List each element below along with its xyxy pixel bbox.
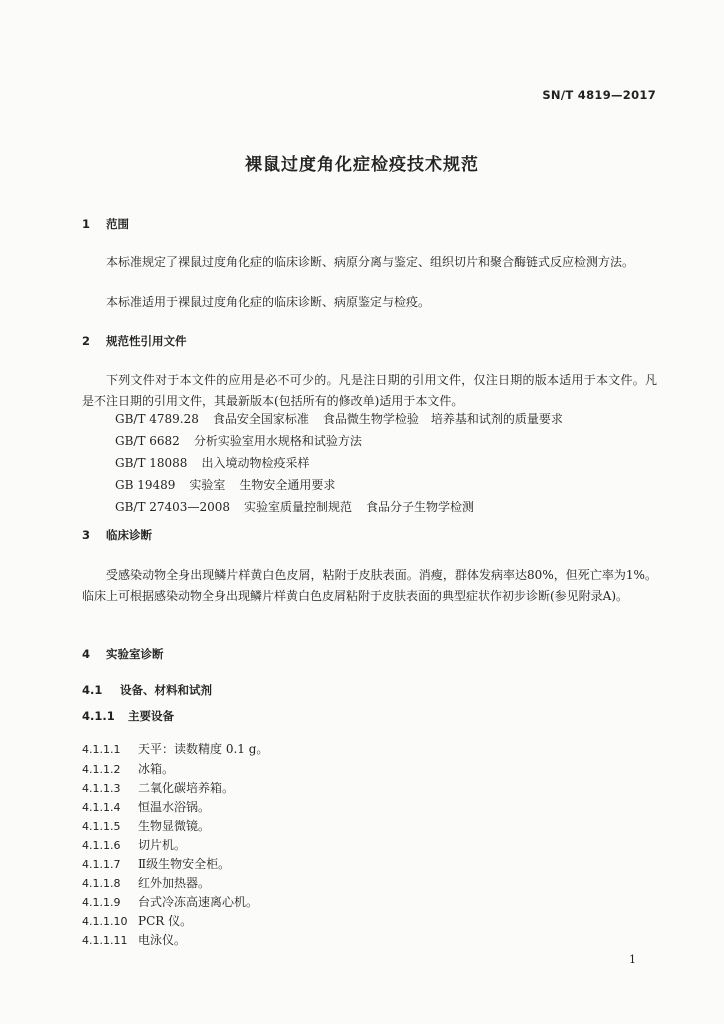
item-text: 天平：读数精度 0.1 g。 xyxy=(138,742,269,756)
reference-code: GB 19489 xyxy=(115,478,176,492)
reference-code: GB/T 18088 xyxy=(115,456,188,470)
standard-number: SN/T 4819—2017 xyxy=(542,88,656,102)
item-number: 4.1.1.8 xyxy=(82,877,121,890)
reference-item xyxy=(115,476,335,493)
section-4-1-1-heading xyxy=(82,708,174,724)
section-2-paragraph: 下列文件对于本文件的应用是必不可少的。凡是注日期的引用文件，仅注日期的版本适用于本文件。凡是不注日期的引用文件，其最新版本(包括所有的修改单)适用于本文件。 xyxy=(82,373,657,408)
section-number: 2 xyxy=(82,334,91,348)
item-text: 恒温水浴锅。 xyxy=(138,800,211,814)
item-text: Ⅱ级生物安全柜。 xyxy=(138,857,231,871)
equipment-item xyxy=(82,855,230,872)
reference-item xyxy=(115,454,309,471)
equipment-item xyxy=(82,817,210,834)
section-title: 范围 xyxy=(106,217,129,231)
section-1-paragraph-1: 本标准规定了裸鼠过度角化症的临床诊断、病原分离与鉴定、组织切片和聚合酶链式反应检测方法。 xyxy=(106,255,635,269)
item-text: 台式冷冻高速离心机。 xyxy=(138,895,259,909)
section-number: 4.1.1 xyxy=(82,709,115,723)
reference-item xyxy=(115,498,474,515)
reference-code: GB/T 27403—2008 xyxy=(115,500,230,514)
section-1-paragraph-2: 本标准适用于裸鼠过度角化症的临床诊断、病原鉴定与检疫。 xyxy=(106,295,431,309)
section-4-1-heading xyxy=(82,682,212,698)
equipment-item xyxy=(82,912,192,929)
section-number: 4.1 xyxy=(82,683,103,697)
equipment-item xyxy=(82,931,186,948)
item-number: 4.1.1.6 xyxy=(82,839,121,852)
item-text: 红外加热器。 xyxy=(138,876,211,890)
item-number: 4.1.1.3 xyxy=(82,782,121,795)
item-text: 二氧化碳培养箱。 xyxy=(138,781,235,795)
reference-subtitle: 食品微生物学检验 培养基和试剂的质量要求 xyxy=(322,412,563,426)
item-number: 4.1.1.5 xyxy=(82,820,121,833)
equipment-item xyxy=(82,779,234,796)
item-number: 4.1.1.2 xyxy=(82,763,121,776)
item-text: 切片机。 xyxy=(138,838,187,852)
item-number: 4.1.1.1 xyxy=(82,743,121,756)
item-number: 4.1.1.9 xyxy=(82,896,121,909)
item-text: 电泳仪。 xyxy=(138,933,187,947)
section-2-heading xyxy=(82,333,187,349)
section-number: 1 xyxy=(82,217,91,231)
reference-title: 实验室 xyxy=(189,478,226,492)
item-text: 冰箱。 xyxy=(138,762,175,776)
section-title: 规范性引用文件 xyxy=(106,334,187,348)
section-number: 4 xyxy=(82,647,91,661)
section-1-heading xyxy=(82,216,129,232)
section-3-heading xyxy=(82,527,152,543)
equipment-item xyxy=(82,836,186,853)
reference-title: 分析实验室用水规格和试验方法 xyxy=(193,434,362,448)
section-title: 主要设备 xyxy=(128,709,174,723)
page-number: 1 xyxy=(629,953,636,966)
reference-code: GB/T 6682 xyxy=(115,434,180,448)
equipment-item xyxy=(82,740,268,757)
equipment-item xyxy=(82,893,258,910)
item-number: 4.1.1.10 xyxy=(82,915,128,928)
section-title: 设备、材料和试剂 xyxy=(120,683,212,697)
equipment-item xyxy=(82,798,210,815)
section-number: 3 xyxy=(82,528,91,542)
item-text: PCR 仪。 xyxy=(138,914,193,928)
item-number: 4.1.1.4 xyxy=(82,801,121,814)
reference-subtitle: 生物安全通用要求 xyxy=(239,478,336,492)
equipment-item xyxy=(82,874,210,891)
reference-title: 食品安全国家标准 xyxy=(212,412,309,426)
item-text: 生物显微镜。 xyxy=(138,819,211,833)
section-3-paragraph: 受感染动物全身出现鳞片样黄白色皮屑，粘附于皮肤表面。消瘦，群体发病率达80%，但死亡率为1%。临床上可根据感染动物全身出现鳞片样黄白色皮屑粘附于皮肤表面的典型症状作初步诊断(参见附录A)。 xyxy=(82,568,657,603)
reference-item xyxy=(115,432,362,449)
reference-item xyxy=(115,410,563,427)
reference-title: 实验室质量控制规范 xyxy=(243,500,352,514)
section-title: 临床诊断 xyxy=(106,528,152,542)
section-4-heading xyxy=(82,646,164,662)
reference-subtitle: 食品分子生物学检测 xyxy=(366,500,475,514)
reference-title: 出入境动物检疫采样 xyxy=(201,456,310,470)
item-number: 4.1.1.7 xyxy=(82,858,121,871)
equipment-item xyxy=(82,760,174,777)
item-number: 4.1.1.11 xyxy=(82,934,128,947)
document-title: 裸鼠过度角化症检疫技术规范 xyxy=(245,155,479,175)
reference-code: GB/T 4789.28 xyxy=(115,412,199,426)
section-title: 实验室诊断 xyxy=(106,647,164,661)
